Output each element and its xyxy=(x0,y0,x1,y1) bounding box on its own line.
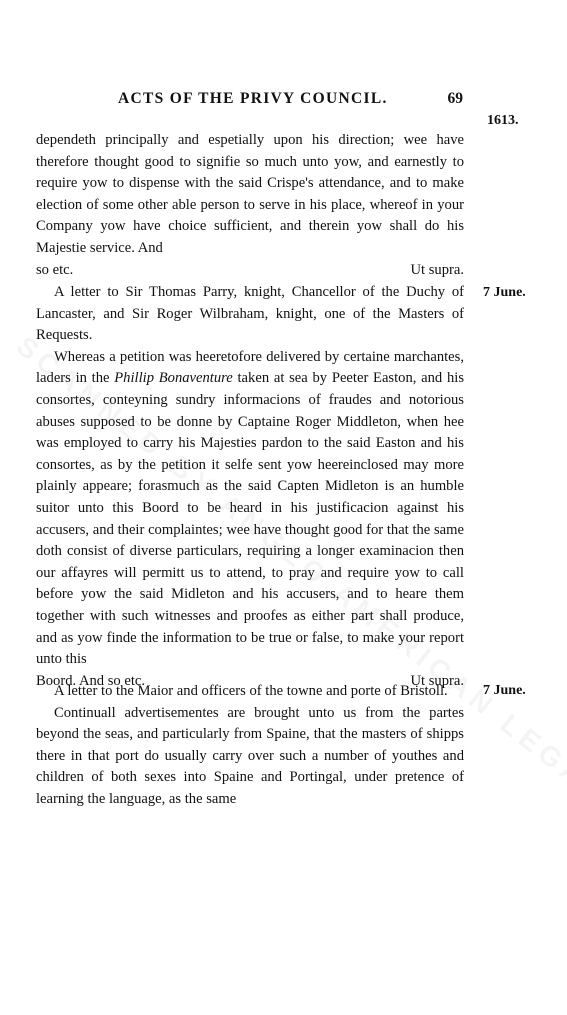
running-title: ACTS OF THE PRIVY COUNCIL. xyxy=(118,90,388,107)
closing-left: Boord. And so etc. xyxy=(36,672,146,689)
letter-address: A letter to Sir Thomas Parry, knight, Chancellor of the Duchy of Lancaster, and Sir Roger Wilbraham, knight, one of the Masters of Requests. xyxy=(36,284,464,344)
letter-block-3 xyxy=(36,681,464,811)
letter-address: A letter to the Maior and officers of the towne and porte of Bristoll. xyxy=(54,683,448,699)
margin-date-2: 7 June. xyxy=(483,683,526,698)
paragraph: Continuall advertisementes are brought unto us from the partes beyond the seas, and particularly from Spaine, that the masters of shipps there in that port do usually carry over such a number of youthes and children of both sexes into Spaine and Portingal, under pretence of learning the language, as the same xyxy=(36,704,464,807)
paragraph: dependeth principally and espetially upon his direction; wee have therefore thought good to signifie so much unto yow, and earnestly to require yow to dispense with the said Crispe's attendance, and to make election of some other able person to serve in his place, whereof in your Company yow have choice sufficient, and therein yow shall do his Majestie service. And xyxy=(36,132,464,256)
closing-right: Ut supra. xyxy=(410,261,464,278)
paragraph xyxy=(36,347,464,671)
letter-block-2 xyxy=(36,282,464,692)
margin-date-1: 7 June. xyxy=(483,285,526,300)
closing-left: so etc. xyxy=(36,261,74,278)
margin-year: 1613. xyxy=(487,113,519,128)
closing-right: Ut supra. xyxy=(410,672,464,689)
ship-name: Phillip Bonaventure xyxy=(114,370,233,387)
text-run: taken at sea by Peeter Easton, and his consortes, conteyning sundry informacions of fraudes and notorious abuses supposed to be donne by Captaine Roger Middleton, when hee was employed to carry his Majesties pardon to the said Easton and his consortes, as by the petition it selfe sent yow heereinclosed may more plainly appeare; forasmuch as the said Capten Midleton is an humble suitor unto this Boord to be heard in his justificacion against his accusers, and their complaintes; wee have thought good for that the same doth consist of diverse particulars, requiring a longer examinacion then our affayres will permitt us to attend, to pray and require yow to call before yow the said Midleton and his accusers, and to heare them together with such witnesses and proofes as either part shall produce, and as yow finde the information to be true or false, to make your report unto this xyxy=(36,370,464,668)
page-number: 69 xyxy=(447,90,463,107)
page-header xyxy=(118,90,463,110)
text-run: Whereas a petition was heeretofore delivered by certaine marchantes, laders in the xyxy=(36,348,464,387)
letter-block-1 xyxy=(36,130,464,281)
closing-line xyxy=(36,260,464,282)
